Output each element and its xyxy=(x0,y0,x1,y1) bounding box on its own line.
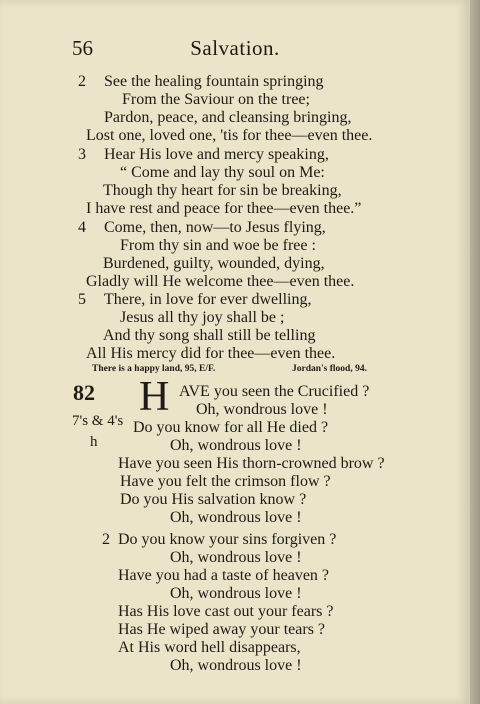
hymn-line: Oh, wondrous love ! xyxy=(170,585,302,602)
verse-line: Pardon, peace, and cleansing bringing, xyxy=(104,109,352,126)
hymn-line: Has His love cast out your fears ? xyxy=(118,603,334,620)
verse-number: 4 xyxy=(78,219,86,236)
hymn-line: AVE you seen the Crucified ? xyxy=(179,383,370,400)
tune-letter: h xyxy=(90,434,98,450)
verse-number: 5 xyxy=(78,291,86,308)
book-edge xyxy=(470,0,480,704)
verse-line: Jesus all thy joy shall be ; xyxy=(120,309,285,326)
verse-line: Though thy heart for sin be breaking, xyxy=(103,182,342,199)
verse-line: Come, then, now—to Jesus flying, xyxy=(104,219,326,236)
verse-line: See the healing fountain springing xyxy=(104,73,324,90)
hymn-line: Have you felt the crimson flow ? xyxy=(120,473,331,490)
hymn-line: Have you seen His thorn-crowned brow ? xyxy=(118,455,385,472)
hymn-line: Oh, wondrous love ! xyxy=(170,509,302,526)
verse-number: 3 xyxy=(78,146,86,163)
verse-line: From the Saviour on the tree; xyxy=(122,91,310,108)
verse-line: There, in love for ever dwelling, xyxy=(104,291,312,308)
hymn-line: Oh, wondrous love ! xyxy=(170,657,302,674)
drop-cap: H xyxy=(139,374,170,420)
page-number: 56 xyxy=(72,36,93,60)
verse-line: “ Come and lay thy soul on Me: xyxy=(120,164,325,181)
tune-info-right: Jordan's flood, 94. xyxy=(292,364,367,374)
verse-line: All His mercy did for thee—even thee. xyxy=(86,345,336,362)
hymn-line: At His word hell disappears, xyxy=(118,639,301,656)
hymn-line: Do you know your sins forgiven ? xyxy=(118,531,337,548)
hymn-line: Oh, wondrous love ! xyxy=(196,401,328,418)
page-header xyxy=(0,36,470,66)
verse-number: 2 xyxy=(102,531,110,548)
verse-line: And thy song shall still be telling xyxy=(103,327,316,344)
verse-number: 2 xyxy=(78,73,86,90)
hymn-line: Oh, wondrous love ! xyxy=(170,437,302,454)
verse-line: Burdened, guilty, wounded, dying, xyxy=(103,255,325,272)
tune-info-left: There is a happy land, 95, E/F. xyxy=(92,364,216,374)
verse-line: Hear His love and mercy speaking, xyxy=(104,146,329,163)
hymn-line: Has He wiped away your tears ? xyxy=(118,621,326,638)
meter-label: 7's & 4's xyxy=(72,413,124,429)
hymn-number: 82 xyxy=(73,380,95,405)
verse-line: From thy sin and woe be free : xyxy=(120,237,316,254)
verse-line: I have rest and peace for thee—even thee.” xyxy=(86,200,362,217)
verse-line: Lost one, loved one, 'tis for thee—even thee. xyxy=(86,127,373,144)
page-title: Salvation. xyxy=(190,36,280,60)
hymn-line: Do you know for all He died ? xyxy=(133,419,329,436)
hymn-line: Do you His salvation know ? xyxy=(120,491,307,508)
verse-line: Gladly will He welcome thee—even thee. xyxy=(86,273,355,290)
hymn-line: Oh, wondrous love ! xyxy=(170,549,302,566)
hymn-line: Have you had a taste of heaven ? xyxy=(118,567,330,584)
